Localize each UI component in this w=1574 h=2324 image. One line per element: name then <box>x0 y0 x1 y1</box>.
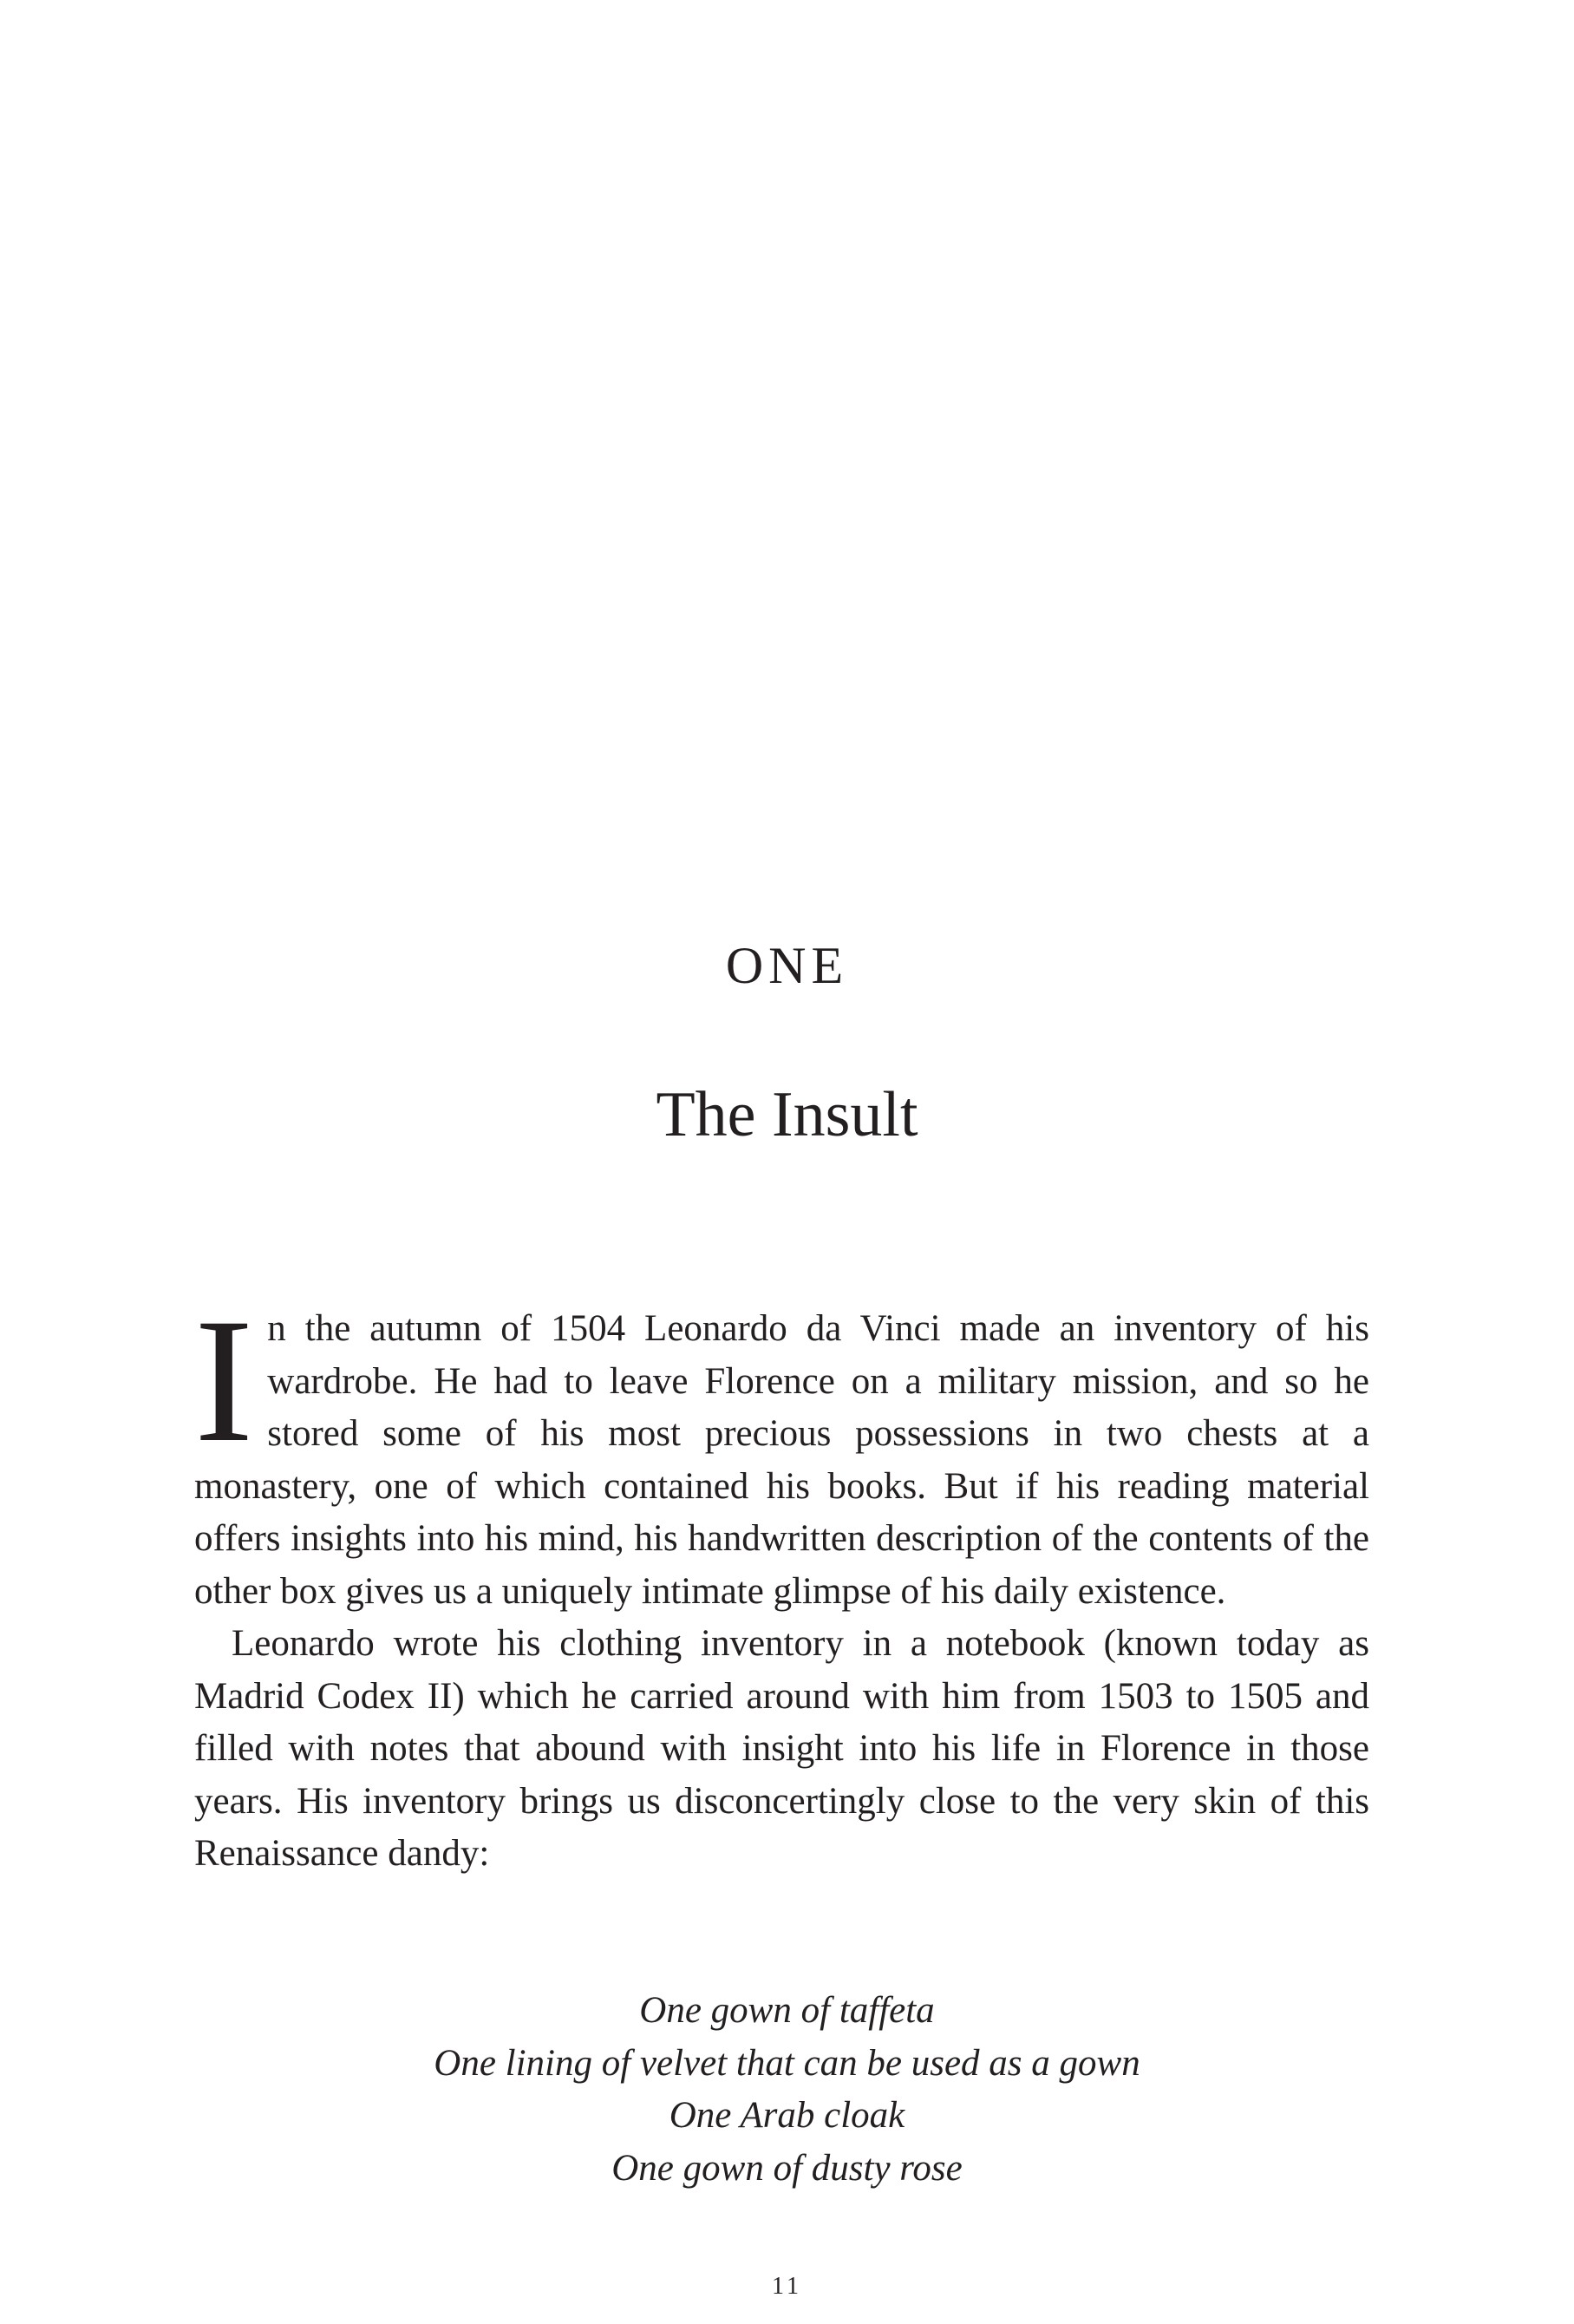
body-text <box>194 1282 1369 1881</box>
page-number: 11 <box>772 2273 802 2300</box>
chapter-number: ONE <box>725 937 849 994</box>
paragraph-1 <box>194 1282 1369 1618</box>
inventory-item: One gown of dusty rose <box>611 2147 963 2189</box>
inventory-item: One lining of velvet that can be used as a gown <box>434 2042 1140 2084</box>
inventory-item: One Arab cloak <box>669 2095 905 2136</box>
paragraph-2: Leonardo wrote his clothing inventory in a notebook (known today as Madrid Codex II) which he carried around with him from 1503 to 1505 and filled with notes that abound with insight into his life in Florence in those years. His inventory brings us disconcertingly close to the very skin of this Renaissance dandy: <box>194 1623 1369 1874</box>
inventory-item: One gown of taffeta <box>639 1990 935 2031</box>
chapter-title: The Insult <box>656 1079 918 1150</box>
drop-cap: I <box>194 1282 254 1479</box>
inventory-list <box>0 1985 1574 2195</box>
paragraph-1-text: n the autumn of 1504 Leonardo da Vinci made an inventory of his wardrobe. He had to leave Florence on a military mission, and so he stored some of his most precious possessions in two chests at a monastery, one of which contained his books. But if his reading material offers insights into his mind, his handwritten description of the contents of the other box gives us a uniquely intimate glimpse of his daily existence. <box>194 1308 1369 1612</box>
